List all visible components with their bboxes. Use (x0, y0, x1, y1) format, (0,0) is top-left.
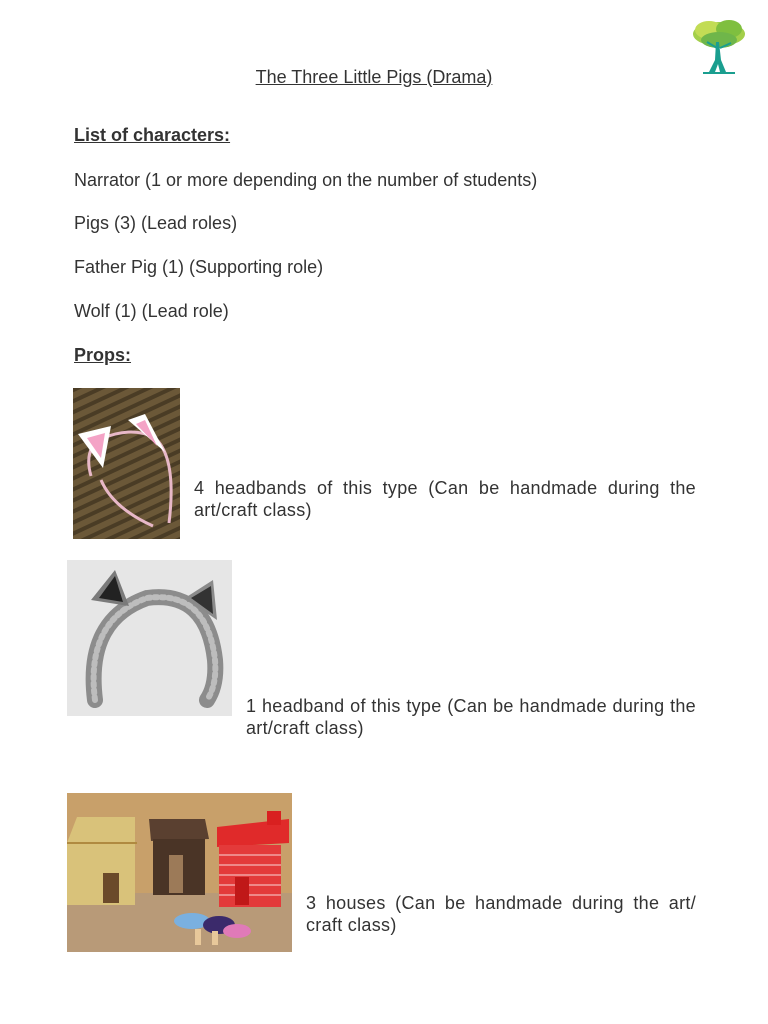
character-item-narrator: Narrator (1 or more depending on the number of students) (74, 170, 538, 190)
prop-caption-houses: 3 houses (Can be handmade during the art/ craft class) (306, 893, 696, 935)
character-item-pigs: Pigs (3) (Lead roles) (74, 213, 238, 233)
prop-caption-wolf-headband: 1 headband of this type (Can be handmade during the art/craft class) (246, 696, 696, 738)
wolf-headband-photo (67, 560, 232, 716)
houses-photo (67, 793, 292, 952)
props-heading: Props: (74, 345, 132, 365)
character-item-father-pig: Father Pig (1) (Supporting role) (74, 257, 324, 277)
character-item-wolf: Wolf (1) (Lead role) (74, 301, 229, 321)
page-title: The Three Little Pigs (Drama) (255, 67, 493, 87)
pig-headband-photo (73, 388, 180, 539)
prop-caption-pig-headband: 4 headbands of this type (Can be handmade during the art/craft class) (194, 478, 696, 520)
characters-heading: List of characters: (74, 125, 231, 145)
